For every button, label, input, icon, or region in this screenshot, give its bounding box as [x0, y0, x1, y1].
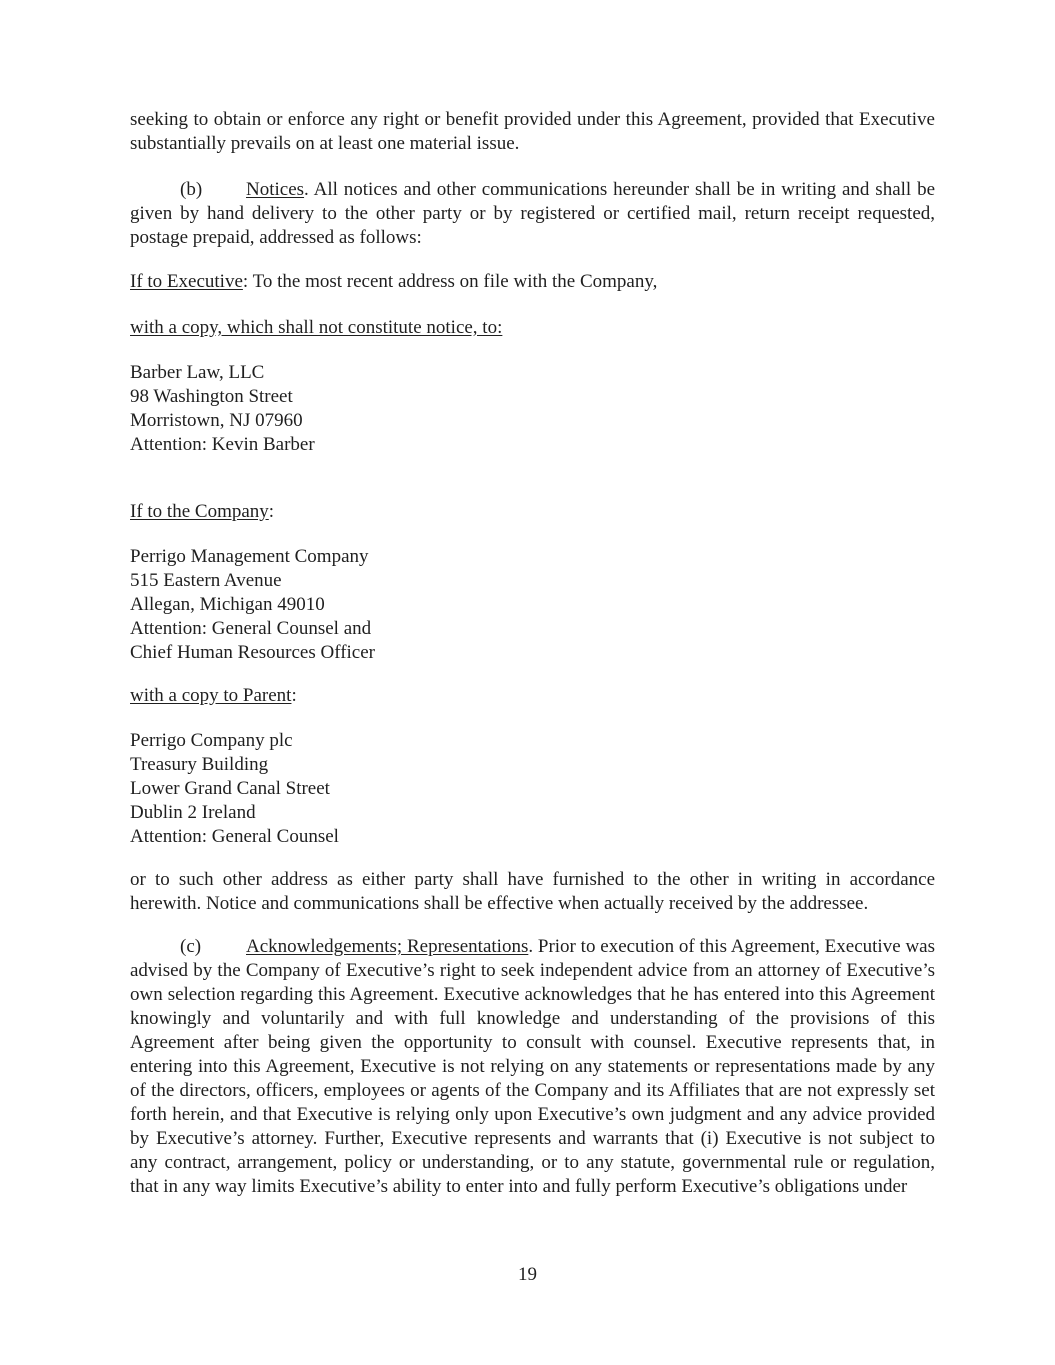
- company-address: [130, 545, 935, 665]
- parent-copy-label: with a copy to Parent: [130, 685, 292, 706]
- section-c-text: . Prior to execution of this Agreement, Executive was advised by the Company of Executive’s right to seek independent advice from an attorney of Executive’s own selection regarding this Agreement. Executive acknowledges that he has entered into this Agreement knowingly and voluntarily and with full knowledge and understanding of the provisions of this Agreement after being given the opportunity to consult with counsel. Executive represents that, in entering into this Agreement, Executive is not relying on any statements or representations made by any of the directors, officers, employees or agents of the Company and its Affiliates that are not expressly set forth herein, and that Executive is relying only upon Executive’s own judgment and any advice provided by Executive’s attorney. Further, Executive represents and warrants that (i) Executive is not subject to any contract, arrangement, policy or understanding, or to any statute, governmental rule or regulation, that in any way limits Executive’s ability to enter into and fully perform Executive’s obligations under: [130, 936, 935, 1197]
- page-number: 19: [518, 1264, 537, 1285]
- executive-copy-label-line: [130, 316, 935, 340]
- address-line: Perrigo Company plc: [130, 730, 293, 751]
- to-company-label: If to the Company: [130, 501, 269, 522]
- to-executive-label: If to Executive: [130, 271, 243, 292]
- to-executive-text: : To the most recent address on file with the Company,: [242, 271, 658, 292]
- address-line: Attention: Kevin Barber: [130, 434, 315, 455]
- section-b-heading: Notices: [246, 179, 305, 200]
- executive-copy-address: [130, 361, 935, 457]
- address-line: Allegan, Michigan 49010: [130, 594, 325, 615]
- address-line: Attention: General Counsel: [130, 826, 339, 847]
- section-c-tag: (c): [180, 936, 202, 957]
- to-executive-line: [130, 270, 935, 294]
- address-line: Treasury Building: [130, 754, 269, 775]
- to-company-line: [130, 500, 935, 524]
- parent-address: [130, 729, 935, 849]
- address-line: Perrigo Management Company: [130, 546, 369, 567]
- address-line: Dublin 2 Ireland: [130, 802, 256, 823]
- section-b-paragraph: [130, 178, 935, 250]
- address-line: Morristown, NJ 07960: [130, 410, 303, 431]
- address-line: Attention: General Counsel and: [130, 618, 372, 639]
- section-b-tag: (b): [180, 179, 203, 200]
- address-line: Lower Grand Canal Street: [130, 778, 330, 799]
- address-line: Barber Law, LLC: [130, 362, 265, 383]
- executive-copy-label: with a copy, which shall not constitute notice, to:: [130, 317, 503, 338]
- continuation-paragraph: seeking to obtain or enforce any right or benefit provided under this Agreement, provided that Executive substantially prevails on at least one material issue.: [130, 109, 935, 154]
- section-c-heading: Acknowledgements; Representations: [246, 936, 529, 957]
- to-company-suffix: :: [268, 501, 275, 522]
- section-b-text: . All notices and other communications hereunder shall be in writing and shall be given by hand delivery to the other party or by registered or certified mail, return receipt requested, postage prepaid, addressed as follows:: [130, 179, 935, 248]
- parent-copy-suffix: :: [291, 685, 297, 706]
- section-c-paragraph: [130, 935, 935, 1199]
- address-line: Chief Human Resources Officer: [130, 642, 375, 663]
- address-line: 515 Eastern Avenue: [130, 570, 282, 591]
- address-line: 98 Washington Street: [130, 386, 293, 407]
- closing-paragraph: or to such other address as either party shall have furnished to the other in writing in accordance herewith. Notice and communications shall be effective when actually received by the addressee.: [130, 869, 935, 914]
- parent-copy-line: [130, 684, 935, 708]
